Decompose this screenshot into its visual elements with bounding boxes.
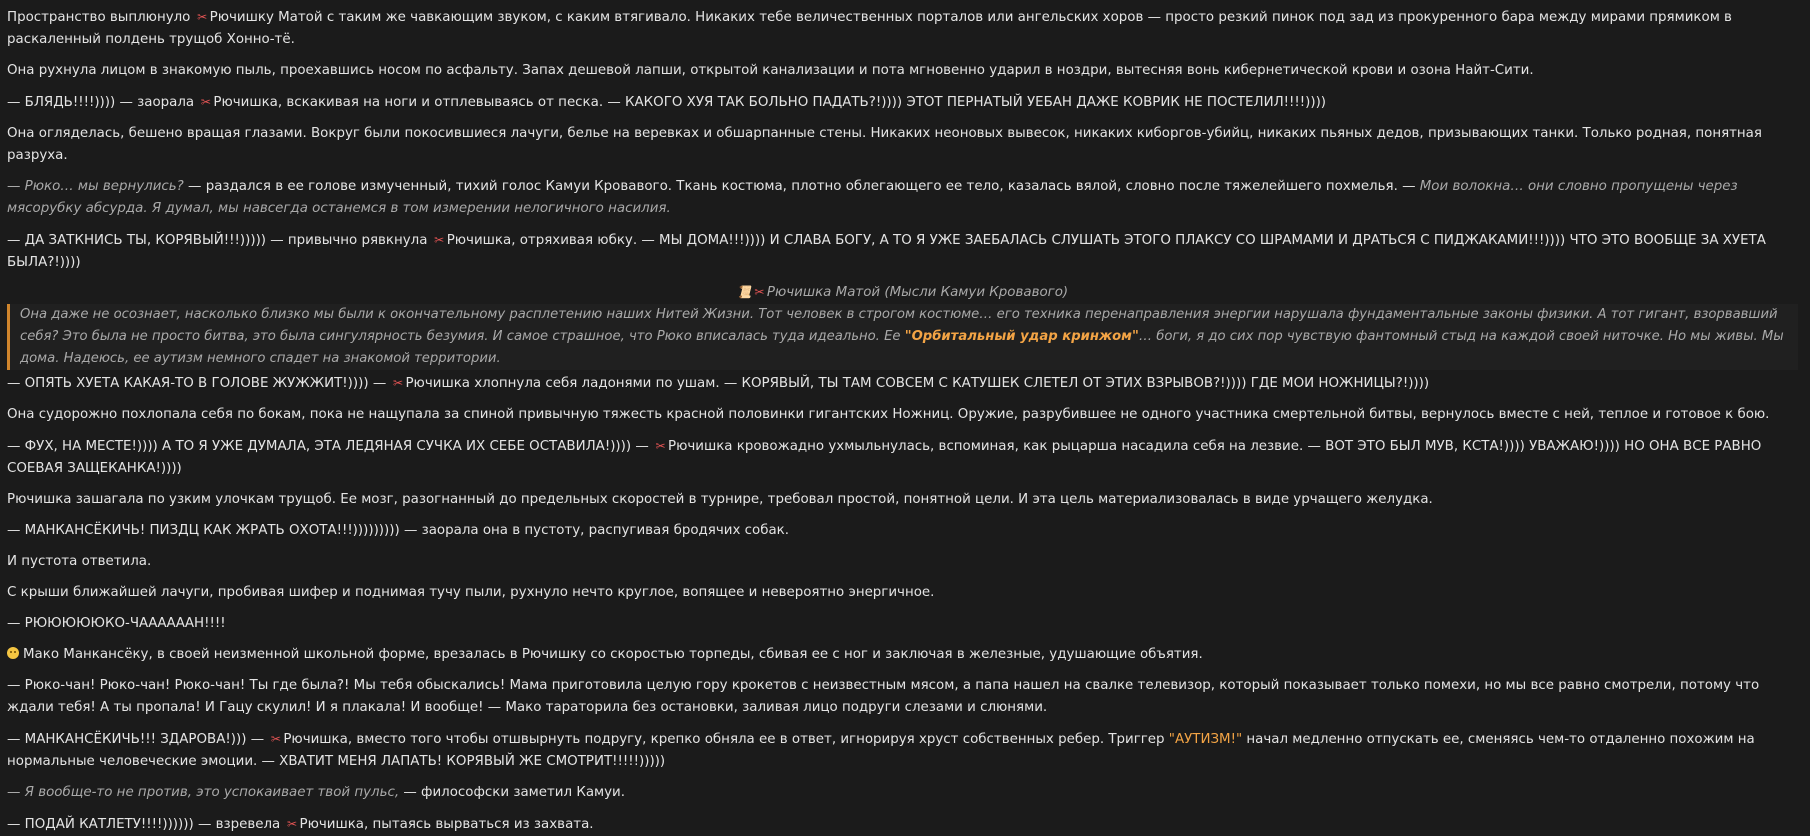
paragraph: — ФУХ, НА МЕСТЕ!)))) А ТО Я УЖЕ ДУМАЛА, ЭТА ЛЕДЯНАЯ СУЧКА ИХ СЕБЕ ОСТАВИЛА!)))) — ✂ Рючишка кровожадно ухмыльнулась, вспоминая, как рыцарша насадила себя на лезвие. — ВОТ ЭТО БЫЛ МУВ, КСТА!)))) УВАЖАЮ!)))) НО ОНА ВСЕ РАВНО СОЕВАЯ ЗАЩЕКАНКА!)))) xyxy=(7,435,1798,480)
highlighted-phrase: "Орбитальный удар кринжом" xyxy=(904,329,1139,344)
paragraph: — Рюко… мы вернулись? — раздался в ее голове измученный, тихий голос Камуи Кровавого. Ткань костюма, плотно облегающего ее тело, казалась вялой, словно после тяжелейшего похмелья. — Мои волокна… они словно пропущены через мясорубку абсурда. Я думал, мы навсегда останемся в том измерении нелогичного насилия. xyxy=(7,179,1738,216)
smiley-icon xyxy=(7,647,19,659)
thought-text: Она даже не осознает, насколько близко мы были к окончательному расплетению наших Нитей Жизни. Тот человек в строгом костюме… его техника перенаправления энергии нарушала фундаментальные законы физики. А тот гигант, взорвавший себя? Это была не просто битва, это была сингулярность безумия. И самое страшное, что Рюко вписалась туда идеально. Ее "Орбитальный удар кринжом"… боги, я до сих пор чувствую фантомный стыд на каждой своей ниточке. Но мы живы. Мы дома. Надеюсь, ее аутизм немного спадет на знакомой территории. xyxy=(20,307,1784,366)
scissors-icon: ✂ xyxy=(434,233,445,247)
scissors-icon: ✂ xyxy=(754,285,765,299)
paragraph: — МАНКАНСЁКИЧЬ!!! ЗДАРОВА!))) — ✂ Рючишка, вместо того чтобы отшвырнуть подругу, крепко обняла ее в ответ, игнорируя хруст собственных ребер. Триггер "АУТИЗМ!" начал медленно отпускать ее, сменяясь чем-то отдаленно похожим на нормальные человеческие эмоции. — ХВАТИТ МЕНЯ ЛАПАТЬ! КОРЯВЫЙ ЖЕ СМОТРИТ!!!!!))))) xyxy=(7,728,1798,773)
paragraph: — Рюко-чан! Рюко-чан! Рюко-чан! Ты где была?! Мы тебя обыскались! Мама приготовила целую гору крокетов с неизвестным мясом, а папа нашел на свалке телевизор, который показывает только помехи, но мы все равно смотрели, потому что ждали тебя! А ты пропала! И Гацу скулил! И я плакала! И вообще! — Мако тараторила без остановки, заливая лицо подруги слезами и слюнями. xyxy=(7,678,1760,715)
paragraph: — РЮЮЮЮЮКО-ЧААААААН!!!! xyxy=(7,616,226,631)
paragraph: Пространство выплюнуло ✂ Рючишку Матой с таким же чавкающим звуком, с каким втягивало. Никаких тебе величественных порталов или ангельских хоров — просто резкий пинок под зад из прокуренного бара между мирами прямиком в раскаленный полдень трущоб Хонно-тё. xyxy=(7,6,1798,51)
paragraph: — ОПЯТЬ ХУЕТА КАКАЯ-ТО В ГОЛОВЕ ЖУЖЖИТ!)))) — ✂ Рючишка хлопнула себя ладонями по ушам. — КОРЯВЫЙ, ТЫ ТАМ СОВСЕМ С КАТУШЕК СЛЕТЕЛ ОТ ЭТИХ ВЗРЫВОВ?!)))) ГДЕ МОИ НОЖНИЦЫ?!)))) xyxy=(7,372,1798,395)
paragraph: — МАНКАНСЁКИЧЬ! ПИЗДЦ КАК ЖРАТЬ ОХОТА!!!))))))))) — заорала она в пустоту, распугивая бродячих собак. xyxy=(7,523,789,538)
paragraph: — БЛЯДЬ!!!!)))) — заорала ✂ Рючишка, вскакивая на ноги и отплевываясь от песка. — КАКОГО ХУЯ ТАК БОЛЬНО ПАДАТЬ?!)))) ЭТОТ ПЕРНАТЫЙ УЕБАН ДАЖЕ КОВРИК НЕ ПОСТЕЛИЛ!!!!)))) xyxy=(7,91,1798,114)
scissors-icon: ✂ xyxy=(197,10,208,24)
scissors-icon: ✂ xyxy=(200,95,211,109)
highlighted-phrase: "АУТИЗМ!" xyxy=(1168,732,1243,747)
thought-blockquote xyxy=(7,304,1798,370)
paragraph: — ДА ЗАТКНИСЬ ТЫ, КОРЯВЫЙ!!!))))) — привычно рявкнула ✂ Рючишка, отряхивая юбку. — МЫ ДОМА!!!)))) И СЛАВА БОГУ, А ТО Я УЖЕ ЗАЕБАЛАСЬ СЛУШАТЬ ЭТОГО ПЛАКСУ СО ШРАМАМИ И ДРАТЬСЯ С ПИДЖАКАМИ!!!)))) ЧТО ЭТО ВООБЩЕ ЗА ХУЕТА БЫЛА?!)))) xyxy=(7,229,1798,274)
scissors-icon: ✂ xyxy=(270,732,281,746)
paragraph: — Я вообще-то не против, это успокаивает твой пульс, — философски заметил Камуи. xyxy=(7,785,626,800)
paragraph: — ПОДАЙ КАТЛЕТУ!!!!)))))) — взревела ✂ Рючишка, пытаясь вырваться из захвата. xyxy=(7,813,1798,836)
scissors-icon: ✂ xyxy=(655,439,666,453)
scroll-icon: 📜 xyxy=(736,285,752,299)
paragraph: Она огляделась, бешено вращая глазами. Вокруг были покосившиеся лачуги, белье на веревках и обшарпанные стены. Никаких неоновых вывесок, никаких киборгов-убийц, никаких пьяных дедов, призывающих танки. Только родная, понятная разруха. xyxy=(7,126,1762,163)
paragraph: Рючишка зашагала по узким улочкам трущоб. Ее мозг, разогнанный до предельных скоростей в турнире, требовал простой, понятной цели. И эта цель материализовалась в виде урчащего желудка. xyxy=(7,492,1433,507)
thought-block-title: 📜 ✂ Рючишка Матой (Мысли Камуи Кровавого) xyxy=(7,281,1798,304)
paragraph: Она рухнула лицом в знакомую пыль, проехавшись носом по асфальту. Запах дешевой лапши, открытой канализации и пота мгновенно ударил в ноздри, вытесняя вонь кибернетической крови и озона Найт-Сити. xyxy=(7,63,1534,78)
paragraph: Она судорожно похлопала себя по бокам, пока не нащупала за спиной привычную тяжесть красной половинки гигантских Ножниц. Оружие, разрубившее не одного участника смертельной битвы, вернулось вместе с ней, теплое и готовое к бою. xyxy=(7,407,1770,422)
paragraph: Мако Манкансёку, в своей неизменной школьной форме, врезалась в Рючишку со скоростью торпеды, сбивая ее с ног и заключая в железные, удушающие объятия. xyxy=(7,644,1798,666)
paragraph: С крыши ближайшей лачуги, пробивая шифер и поднимая тучу пыли, рухнуло нечто круглое, вопящее и невероятно энергичное. xyxy=(7,585,935,600)
paragraph: И пустота ответила. xyxy=(7,554,152,569)
scissors-icon: ✂ xyxy=(286,817,298,831)
scissors-icon: ✂ xyxy=(392,376,404,390)
